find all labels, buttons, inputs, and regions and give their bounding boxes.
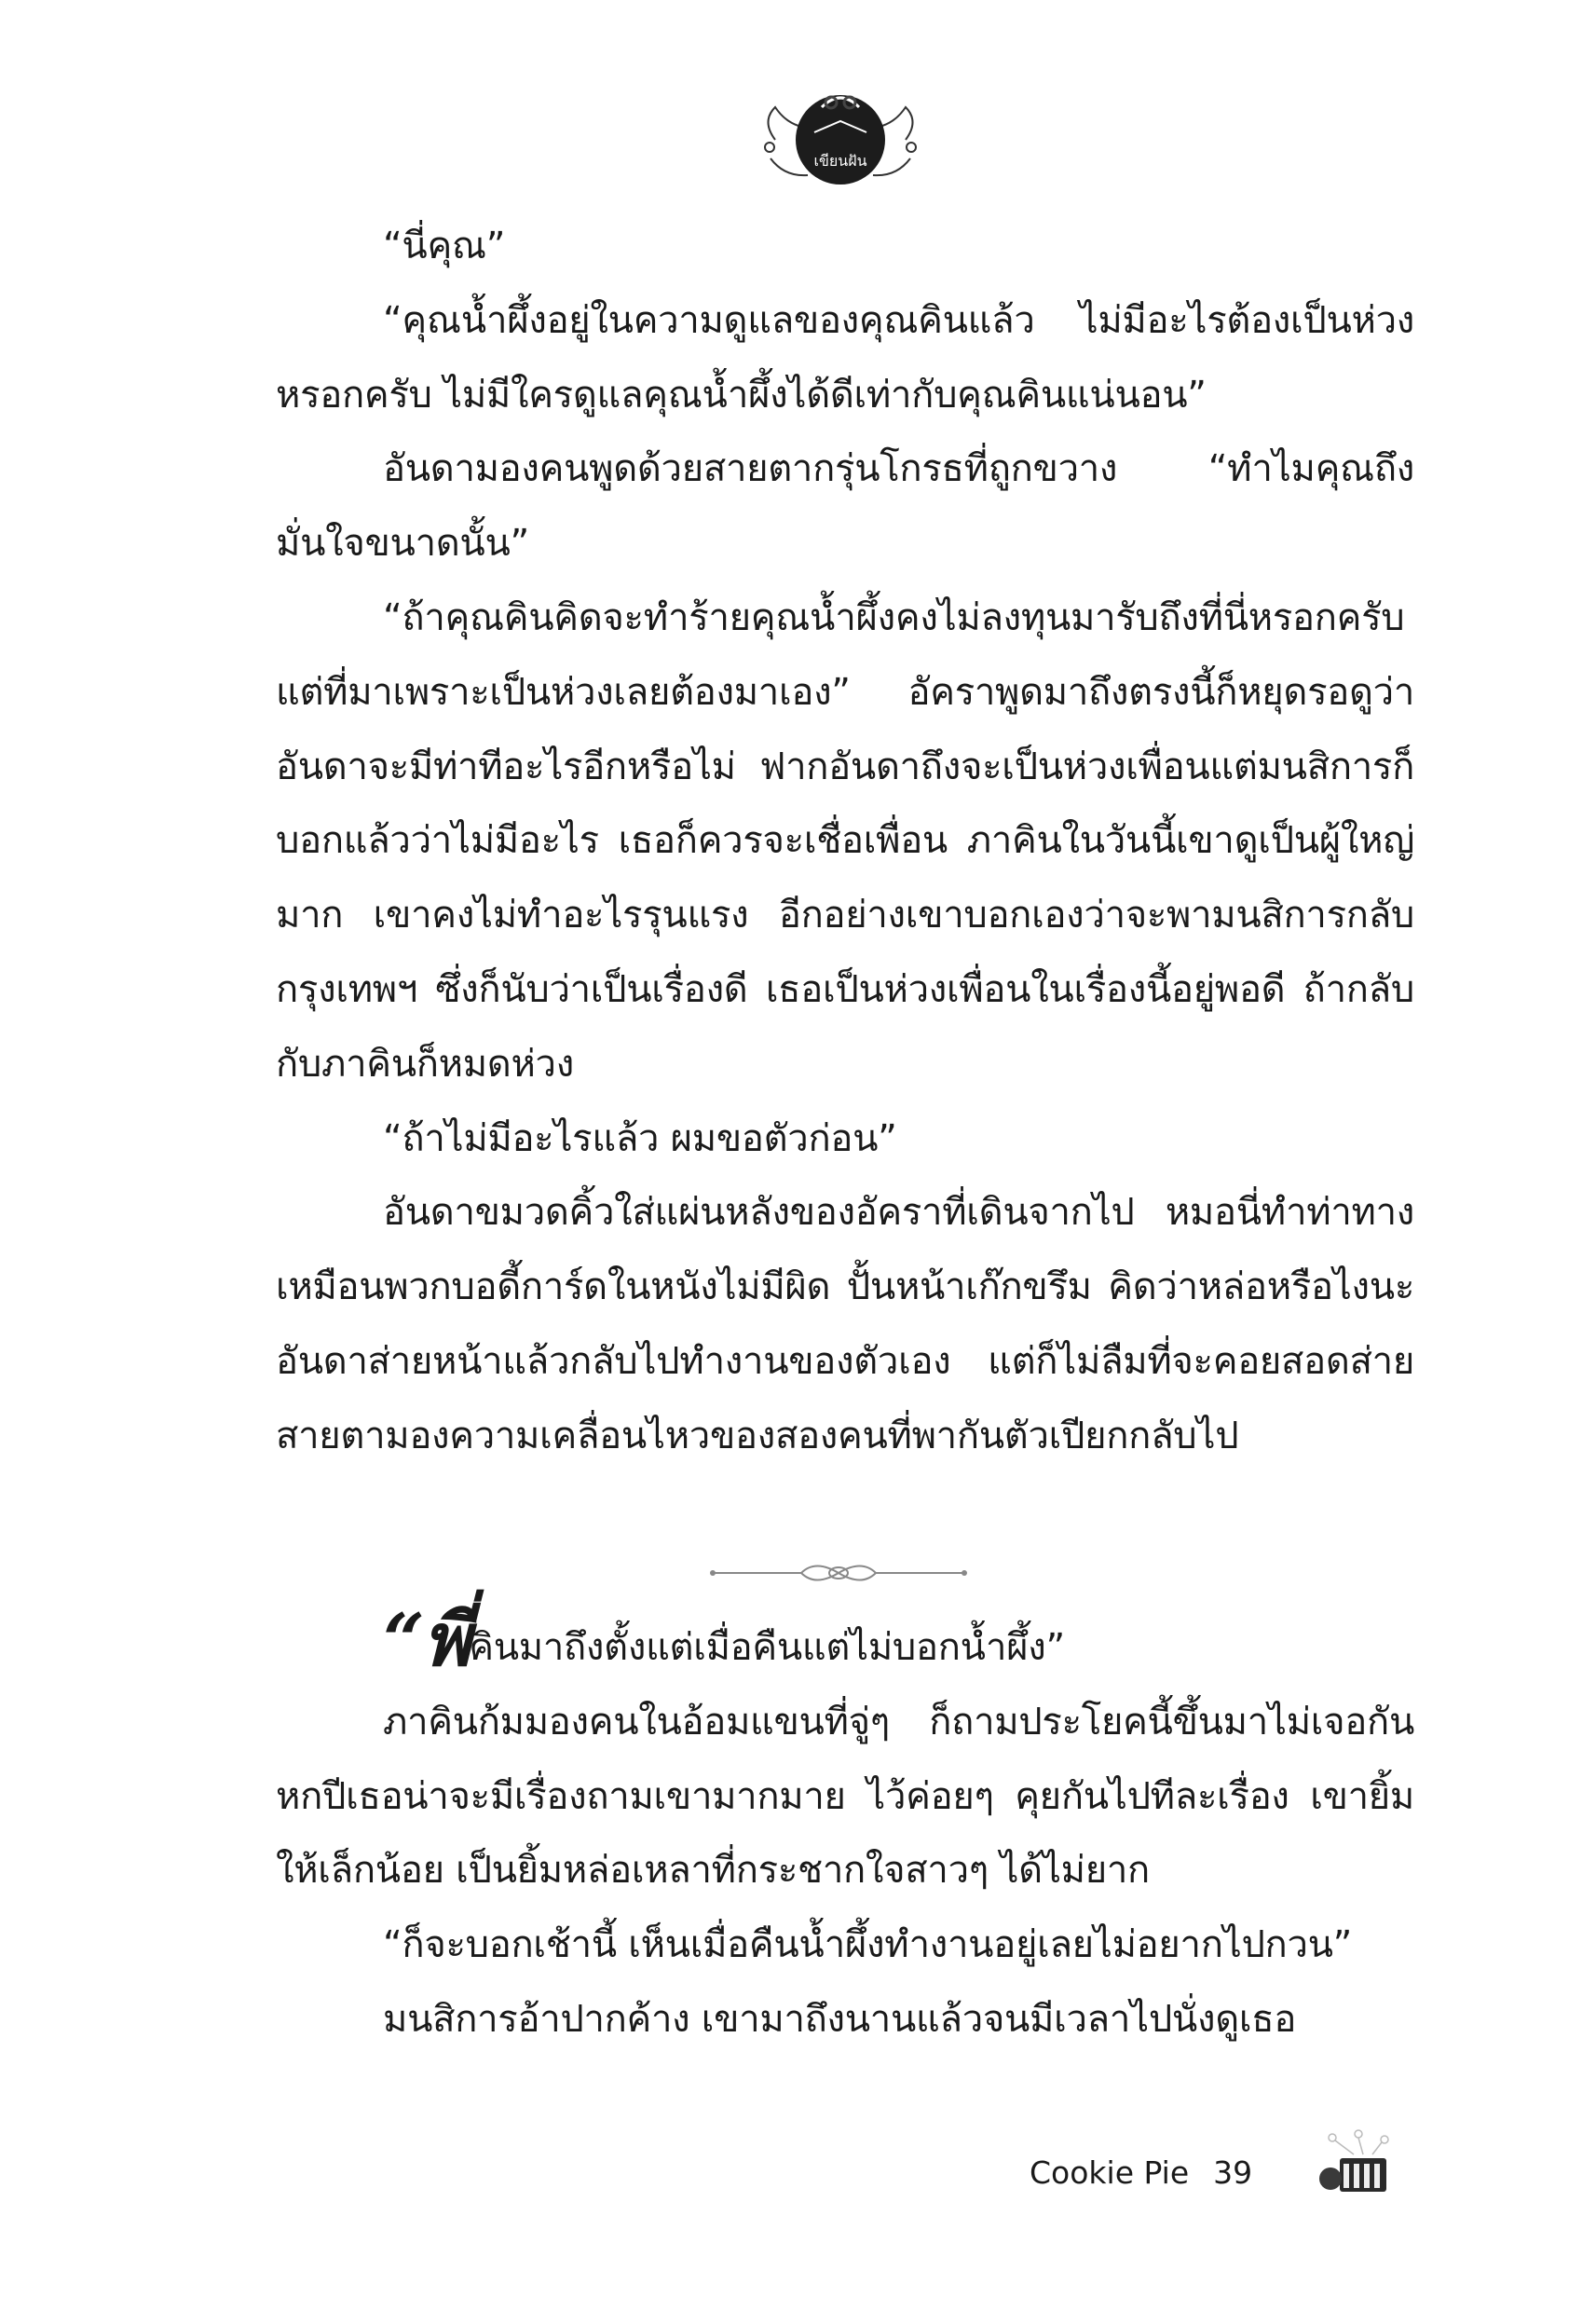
paragraph: “คุณน้ำผึ้งอยู่ในความดูแลของคุณคินแล้ว ไม่มีอะไรต้องเป็นห่วงหรอกครับ ไม่มีใครดูแลคุณน้ำผึ้งได้ดีเท่ากับคุณคินแน่นอน” <box>276 298 1414 417</box>
header-emblem-icon <box>757 65 924 205</box>
book-title: Cookie Pie <box>1030 2154 1190 2191</box>
paragraph: “ก็จะบอกเช้านี้ เห็นเมื่อคืนน้ำผึ้งทำงานอยู่เลยไม่อยากไปกวน” <box>383 1923 1353 1967</box>
paragraph: อันดามองคนพูดด้วยสายตากรุ่นโกรธที่ถูกขวาง “ทำไมคุณถึงมั่นใจขนาดนั้น” <box>276 447 1414 566</box>
page-number: 39 <box>1213 2154 1253 2191</box>
svg-text:เขียนฝัน: เขียนฝัน <box>813 152 867 170</box>
paragraph: อันดาขมวดคิ้วใส่แผ่นหลังของอัคราที่เดินจากไป หมอนี่ทำท่าทางเหมือนพวกบอดี้การ์ดในหนังไม่มีผิด ปั้นหน้าเก๊กขรึม คิดว่าหล่อหรือไงนะ อันดาส่ายหน้าแล้วกลับไปทำงานของตัวเอง แต่ก็ไม่ลืมที่จะคอยสอดส่ายสายตามองความเคลื่อนไหวของสองคนที่พากันตัวเปียกกลับไป <box>276 1191 1414 1457</box>
paragraph: “ถ้าคุณคินคิดจะทำร้ายคุณน้ำผึ้งคงไม่ลงทุนมารับถึงที่นี่หรอกครับ แต่ที่มาเพราะเป็นห่วงเลยต้องมาเอง” อัคราพูดมาถึงตรงนี้ก็หยุดรอดูว่าอันดาจะมีท่าทีอะไรอีกหรือไม่ ฟากอันดาถึงจะเป็นห่วงเพื่อนแต่มนสิการก็บอกแล้วว่าไม่มีอะไร เธอก็ควรจะเชื่อเพื่อน ภาคินในวันนี้เขาดูเป็นผู้ใหญ่มาก เขาคงไม่ทำอะไรรุนแรง อีกอย่างเขาบอกเองว่าจะพามนสิการกลับกรุงเทพฯ ซึ่งก็นับว่าเป็นเรื่องดี เธอเป็นห่วงเพื่อนในเรื่องนี้อยู่พอดี ถ้ากลับกับภาคินก็หมดห่วง <box>276 595 1414 1086</box>
dropcap: “พี่ <box>383 1598 470 1683</box>
page-footer <box>1030 2144 1252 2200</box>
paragraph: “ถ้าไม่มีอะไรแล้ว ผมขอตัวก่อน” <box>383 1116 897 1160</box>
section-divider-ornament-icon <box>708 1554 969 1592</box>
paragraph: “นี่คุณ” <box>383 225 506 267</box>
opening-line-text: คินมาถึงตั้งแต่เมื่อคืนแต่ไม่บอกน้ำผึ้ง” <box>469 1626 1065 1669</box>
section-opening-line <box>276 1598 1414 1686</box>
paragraph: ภาคินก้มมองคนในอ้อมแขนที่จู่ๆ ก็ถามประโยคนี้ขึ้นมาไม่เจอกันหกปีเธอน่าจะมีเรื่องถามเขามากมาย ไว้ค่อยๆ คุยกันไปทีละเรื่อง เขายิ้มให้เล็กน้อย เป็นยิ้มหล่อเหลาที่กระชากใจสาวๆ ได้ไม่ยาก <box>276 1700 1414 1893</box>
body-text <box>276 210 1414 1474</box>
cookie-jar-icon <box>1312 2126 1405 2201</box>
paragraph: มนสิการอ้าปากค้าง เขามาถึงนานแล้วจนมีเวลาไปนั่งดูเธอ <box>383 1997 1297 2041</box>
section-two <box>276 1598 1414 2058</box>
